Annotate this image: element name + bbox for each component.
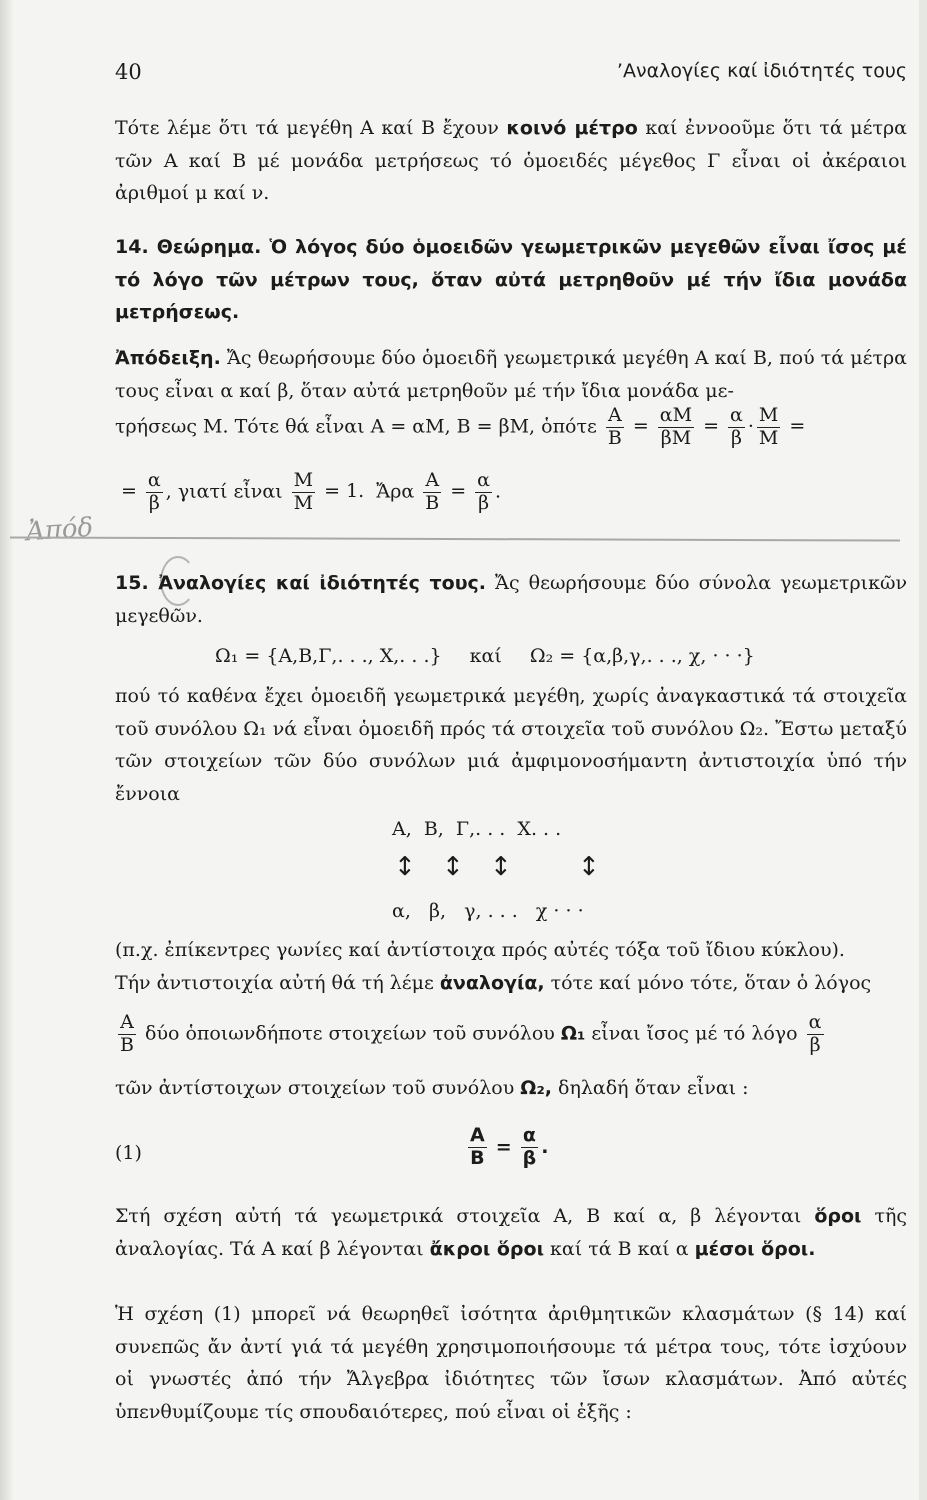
paragraph-terms: Στή σχέση αὐτή τά γεωμετρικά στοιχεῖα Α, Β καί α, β λέγονται ὅροι τῆς ἀναλογίας. Τά Α καί β λέγονται ἄκροι ὅροι καί τά Β καί α μέσοι ὅροι. — [115, 1205, 907, 1260]
paragraph-properties: Ἡ σχέση (1) μπορεῖ νά θεωρηθεῖ ἰσότητα ἀριθμητικῶν κλασμάτων (§ 14) καί συνεπῶς ἄν ἀντί γιά τά μεγέθη χρησιμοποιήσουμε τά μέτρα τους, τότε ἰσχύουν οἱ γνωστές ἀπό τήν Ἄλγεβρα ἰδιότητες τῶν ἴσων κλασμάτων. Ἀπό αὐτές ὑπενθυμίζουμε τίς σπουδαιότερες, πού εἶναι οἱ ἑξῆς : — [115, 1303, 907, 1423]
page-binding-edge — [0, 0, 14, 1500]
double-arrow-icon: ↕ — [490, 852, 512, 882]
paragraph-common-measure: Τότε λέμε ὅτι τά μεγέθη Α καί Β ἔχουν κοινό μέτρο καί ἐννοοῦμε ὅτι τά μέτρα τῶν Α καί Β μέ μονάδα μετρήσεως τό ὁμοειδές μέγεθος Γ εἶναι οἱ ἀκέραιοι ἀριθμοί μ καί ν. — [115, 117, 908, 204]
fraction-M-over-M: $\frac{M}{M}$ — [758, 404, 779, 449]
term-common-measure: κοινό μέτρο — [506, 117, 638, 139]
analogy-ratio-line: $\frac{A}{B}$ δύο ὁποιωνδήποτε στοιχείων τοῦ συνόλου Ω₁ εἶναι ἴσος μέ τό λόγο $\frac{\alpha}{\beta}$ — [120, 1011, 822, 1056]
page-header — [115, 60, 907, 90]
theorem-14 — [115, 231, 907, 329]
omega-1-bold: Ω₁ — [560, 1022, 586, 1045]
term-terms: ὅροι — [814, 1205, 862, 1227]
double-arrow-icon: ↕ — [578, 852, 600, 882]
page-right-edge — [919, 0, 927, 1500]
theorem-label: 14. Θεώρημα. — [115, 236, 262, 258]
fraction-a-over-b-2: $\frac{\alpha}{\beta}$ — [147, 469, 161, 514]
term-extremes: ἄκροι ὅροι — [429, 1237, 544, 1260]
fraction-A-over-B-def: $\frac{A}{B}$ — [120, 1011, 134, 1056]
omega-2-bold: Ω₂, — [520, 1077, 552, 1099]
set-definitions: Ω₁ = {Α,Β,Γ,. . ., Χ,. . .} καί Ω₂ = {α,β,γ,. . ., χ, · · ·} — [215, 645, 755, 667]
section-15: 15. Ἀναλογίες καί ἰδιότητές τους. Ἄς θεωρήσουμε δύο σύνολα γεωμετρικῶν μεγεθῶν. — [115, 572, 907, 627]
proof-formula-line-2: = $\frac{\alpha}{\beta}$ , γιατί εἶναι $\frac{M}{M}$ = 1. Ἄρα $\frac{A}{B}$ = $\frac{\alpha}{\beta}$ . — [121, 469, 502, 514]
paragraph-correspondence: πού τό καθένα ἔχει ὁμοειδῆ γεωμετρικά μεγέθη, χωρίς ἀναγκαστικά τά στοιχεῖα τοῦ συνόλου Ω₁ νά εἶναι ὁμοειδῆ πρός τά στοιχεῖα τοῦ συνόλου Ω₂. Ἔστω μεταξύ τῶν στοιχείων τῶν δύο συνόλων μιά ἀμφιμονοσήμαντη ἀντιστοιχία ὑπό τήν ἔννοια — [115, 685, 907, 805]
double-arrow-icon: ↕ — [442, 852, 464, 882]
proof-text: Ἄς θεωρήσουμε δύο ὁμοειδῆ γεωμετρικά μεγέθη Α καί Β, πού τά μέτρα τους εἶναι α καί β, ὅταν αὐτά μετρηθοῦν μέ τήν ἴδια μονάδα με- — [115, 347, 907, 402]
fraction-a-over-b-def: $\frac{\alpha}{\beta}$ — [808, 1011, 822, 1056]
term-analogy: ἀναλογία, — [439, 971, 545, 994]
correspondence-top-row: Α, Β, Γ,. . . Χ. . . — [392, 818, 562, 840]
theorem-statement: Ὁ λόγος δύο ὁμοειδῶν γεωμετρικῶν μεγεθῶν εἶναι ἴσος μέ τό λόγο τῶν μέτρων τους, ὅταν αὐτά μετρηθοῦν μέ τήν ἴδια μονάδα μετρήσεως. — [115, 236, 907, 323]
proof-formula-line-1: τρήσεως Μ. Τότε θά εἶναι Α = αΜ, Β = βΜ, ὁπότε $\frac{A}{B}$ = $\frac{\alpha M}{\beta M}$ = $\frac{\alpha}{\beta}$ · $\frac{M}{M}$ = — [115, 404, 806, 449]
term-means: μέσοι ὅροι. — [694, 1237, 816, 1260]
section-15-title: 15. Ἀναλογίες καί ἰδιότητές τους. — [115, 572, 487, 594]
handwritten-margin-note: Ἀπόδ — [25, 512, 95, 548]
correspondence-bottom-row: α, β, γ, . . . χ · · · — [392, 900, 584, 922]
page-number: 40 — [115, 60, 142, 84]
fraction-aM-over-bM: $\frac{\alpha M}{\beta M}$ — [659, 404, 693, 449]
equation-number: (1) — [115, 1142, 142, 1164]
fraction-a-over-b-result: $\frac{\alpha}{\beta}$ — [477, 469, 490, 514]
set-omega-1: Ω₁ = {Α,Β,Γ,. . ., Χ,. . .} — [215, 645, 442, 667]
running-head: ’Αναλογίες καί ἰδιότητές τους — [616, 60, 907, 82]
fraction-A-over-B: $\frac{A}{B}$ — [607, 404, 622, 449]
proof-paragraph — [115, 342, 907, 407]
fraction-a-over-b: $\frac{\alpha}{\beta}$ — [730, 404, 743, 449]
proof-label: Ἀπόδειξη. — [115, 347, 221, 369]
analogy-line-4: τῶν ἀντίστοιχων στοιχείων τοῦ συνόλου Ω₂, δηλαδή ὅταν εἶναι : — [115, 1077, 749, 1099]
fraction-A-over-B-result: $\frac{A}{B}$ — [425, 469, 440, 514]
paragraph-analogy-definition: (π.χ. ἐπίκεντρες γωνίες καί ἀντίστοιχα πρός αὐτές τόξα τοῦ ἴδιου κύκλου). Τήν ἀντιστοιχία αὐτή θά τή λέμε ἀναλογία, τότε καί μόνο τότε, ὅταν ὁ λόγος — [115, 939, 872, 994]
fraction-M-over-M-2: $\frac{M}{M}$ — [293, 469, 314, 514]
set-omega-2: Ω₂ = {α,β,γ,. . ., χ, · · ·} — [529, 645, 755, 667]
handwritten-pen-line — [10, 536, 900, 541]
double-arrow-icon: ↕ — [394, 852, 416, 882]
